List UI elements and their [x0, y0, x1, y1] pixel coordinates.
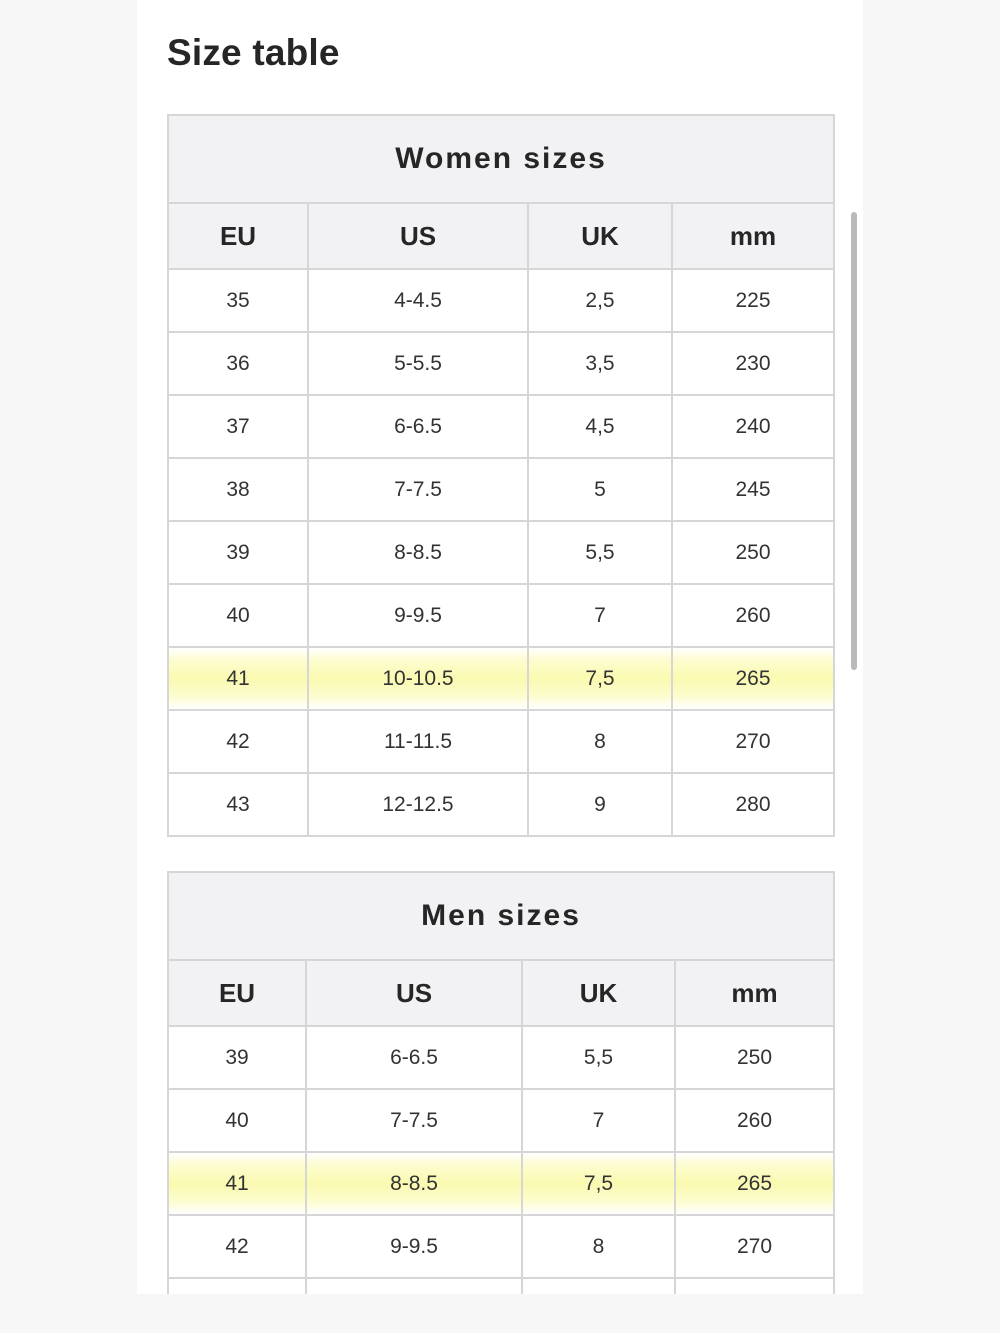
column-header-mm: mm	[672, 203, 834, 269]
table-row	[168, 269, 834, 332]
women-header-row	[168, 203, 834, 269]
cell-us: 5-5.5	[308, 332, 528, 395]
cell-eu: 35	[168, 269, 308, 332]
cell-us: 8-8.5	[308, 521, 528, 584]
women-table-caption: Women sizes	[168, 115, 834, 203]
cell-mm: 250	[675, 1026, 834, 1089]
cell-eu: 39	[168, 1026, 306, 1089]
column-header-eu: EU	[168, 203, 308, 269]
column-header-eu: EU	[168, 960, 306, 1026]
table-row-partial	[168, 1278, 834, 1294]
cell-mm: 225	[672, 269, 834, 332]
cell-us: 8-8.5	[306, 1152, 522, 1215]
cell-mm: 260	[675, 1089, 834, 1152]
table-row-highlighted	[168, 1152, 834, 1215]
cell-uk: 2,5	[528, 269, 672, 332]
cell-mm: 250	[672, 521, 834, 584]
cell-mm: 270	[672, 710, 834, 773]
table-row	[168, 458, 834, 521]
cell-eu: 40	[168, 584, 308, 647]
cell-eu: 41	[168, 1152, 306, 1215]
cell-eu	[168, 1278, 306, 1294]
cell-us: 9-9.5	[308, 584, 528, 647]
table-row	[168, 584, 834, 647]
cell-eu: 41	[168, 647, 308, 710]
cell-eu: 40	[168, 1089, 306, 1152]
table-row	[168, 773, 834, 836]
cell-uk: 7	[522, 1089, 675, 1152]
men-table-caption: Men sizes	[168, 872, 834, 960]
table-row	[168, 395, 834, 458]
cell-eu: 42	[168, 710, 308, 773]
column-header-uk: UK	[528, 203, 672, 269]
cell-us: 9-9.5	[306, 1215, 522, 1278]
men-size-table	[167, 871, 835, 1294]
cell-mm: 270	[675, 1215, 834, 1278]
cell-uk: 7,5	[528, 647, 672, 710]
column-header-us: US	[306, 960, 522, 1026]
cell-uk: 9	[528, 773, 672, 836]
cell-mm: 260	[672, 584, 834, 647]
cell-mm: 265	[675, 1152, 834, 1215]
cell-mm: 245	[672, 458, 834, 521]
cell-us: 7-7.5	[308, 458, 528, 521]
cell-uk: 3,5	[528, 332, 672, 395]
cell-us: 6-6.5	[308, 395, 528, 458]
cell-eu: 42	[168, 1215, 306, 1278]
cell-uk: 5,5	[528, 521, 672, 584]
cell-us: 4-4.5	[308, 269, 528, 332]
cell-uk: 5	[528, 458, 672, 521]
cell-us: 11-11.5	[308, 710, 528, 773]
men-header-row	[168, 960, 834, 1026]
vertical-scrollbar[interactable]	[851, 212, 857, 670]
table-row	[168, 332, 834, 395]
size-table-page	[137, 0, 863, 1294]
cell-mm: 230	[672, 332, 834, 395]
cell-eu: 36	[168, 332, 308, 395]
cell-us: 12-12.5	[308, 773, 528, 836]
page-title: Size table	[167, 32, 340, 73]
cell-uk	[522, 1278, 675, 1294]
column-header-mm: mm	[675, 960, 834, 1026]
cell-uk: 7	[528, 584, 672, 647]
cell-us: 7-7.5	[306, 1089, 522, 1152]
cell-mm: 265	[672, 647, 834, 710]
column-header-us: US	[308, 203, 528, 269]
cell-us	[306, 1278, 522, 1294]
cell-uk: 7,5	[522, 1152, 675, 1215]
women-size-table	[167, 114, 835, 837]
cell-us: 10-10.5	[308, 647, 528, 710]
cell-eu: 38	[168, 458, 308, 521]
cell-mm: 240	[672, 395, 834, 458]
cell-eu: 43	[168, 773, 308, 836]
column-header-uk: UK	[522, 960, 675, 1026]
cell-mm	[675, 1278, 834, 1294]
cell-uk: 8	[528, 710, 672, 773]
cell-uk: 4,5	[528, 395, 672, 458]
cell-uk: 8	[522, 1215, 675, 1278]
cell-mm: 280	[672, 773, 834, 836]
table-row	[168, 1215, 834, 1278]
table-row	[168, 1089, 834, 1152]
cell-us: 6-6.5	[306, 1026, 522, 1089]
cell-uk: 5,5	[522, 1026, 675, 1089]
table-row-highlighted	[168, 647, 834, 710]
table-row	[168, 710, 834, 773]
cell-eu: 39	[168, 521, 308, 584]
cell-eu: 37	[168, 395, 308, 458]
table-row	[168, 521, 834, 584]
table-row	[168, 1026, 834, 1089]
